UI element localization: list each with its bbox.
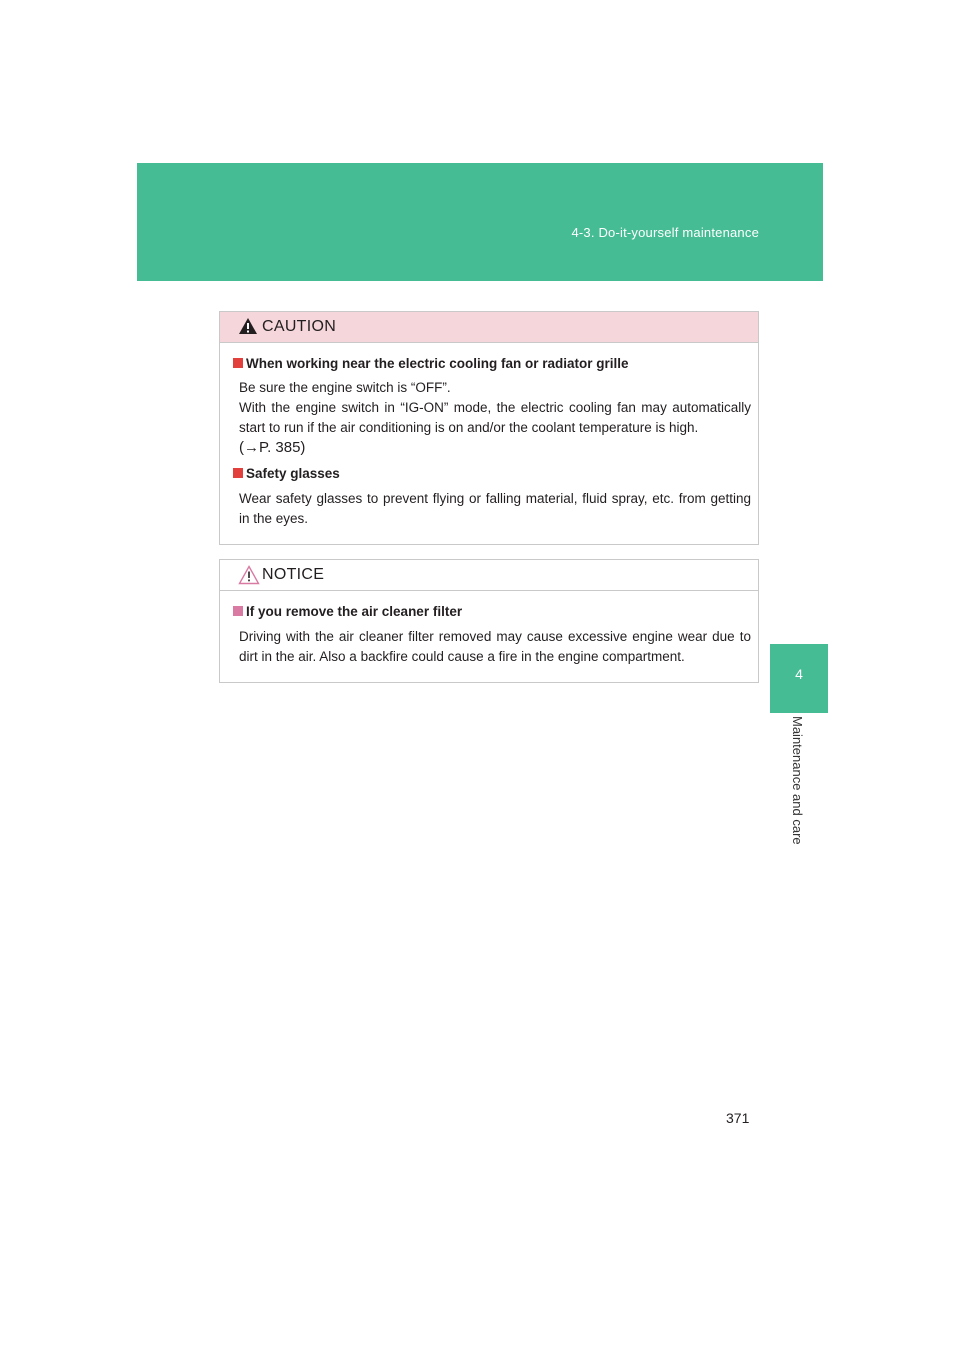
warning-triangle-outline-icon: [238, 565, 260, 585]
warning-triangle-filled-icon: [238, 317, 258, 335]
chapter-number: 4: [795, 666, 803, 682]
caution-box: [219, 311, 759, 545]
bullet-square-icon: [233, 468, 243, 478]
notice-label: NOTICE: [262, 566, 325, 583]
notice-item: [220, 602, 758, 667]
caution-item-title-row: [233, 464, 758, 483]
notice-box: [219, 559, 759, 683]
caution-item: [220, 354, 758, 458]
caution-item-title-row: [233, 354, 758, 373]
caution-item-title: When working near the electric cooling fan or radiator grille: [246, 356, 629, 371]
caution-item-body: [233, 489, 758, 529]
caution-item-title: Safety glasses: [246, 466, 340, 481]
notice-content: [220, 602, 758, 667]
caution-header: [220, 312, 758, 343]
caution-item-line: Be sure the engine switch is “OFF”.: [239, 380, 451, 395]
bullet-square-icon: [233, 606, 243, 616]
page-reference-link[interactable]: (→P. 385): [239, 439, 306, 456]
chapter-tab: [770, 644, 828, 713]
chapter-label-container: [770, 716, 828, 876]
notice-item-title: If you remove the air cleaner filter: [246, 604, 463, 619]
chapter-label: Maintenance and care: [790, 716, 805, 845]
notice-item-title-row: [233, 602, 758, 621]
page-number: 371: [726, 1110, 750, 1126]
section-title: 4-3. Do-it-yourself maintenance: [571, 225, 759, 240]
bullet-square-icon: [233, 358, 243, 368]
caution-item-line: Wear safety glasses to prevent flying or falling material, fluid spray, etc. from getting in the eyes.: [239, 491, 751, 526]
caution-content: [220, 354, 758, 529]
caution-item-body: [233, 378, 758, 458]
notice-header: [220, 560, 758, 591]
caution-item: [220, 464, 758, 529]
notice-item-line: Driving with the air cleaner filter removed may cause excessive engine wear due to dirt in the air. Also a backfire could cause a fire in the engine compartment.: [239, 629, 751, 664]
notice-item-body: [233, 627, 758, 667]
caution-label: CAUTION: [262, 318, 337, 335]
caution-item-line: With the engine switch in “IG-ON” mode, the electric cooling fan may automatically start to run if the air conditioning is on and/or the coolant temperature is high.: [239, 400, 751, 435]
header-band: [137, 163, 823, 281]
